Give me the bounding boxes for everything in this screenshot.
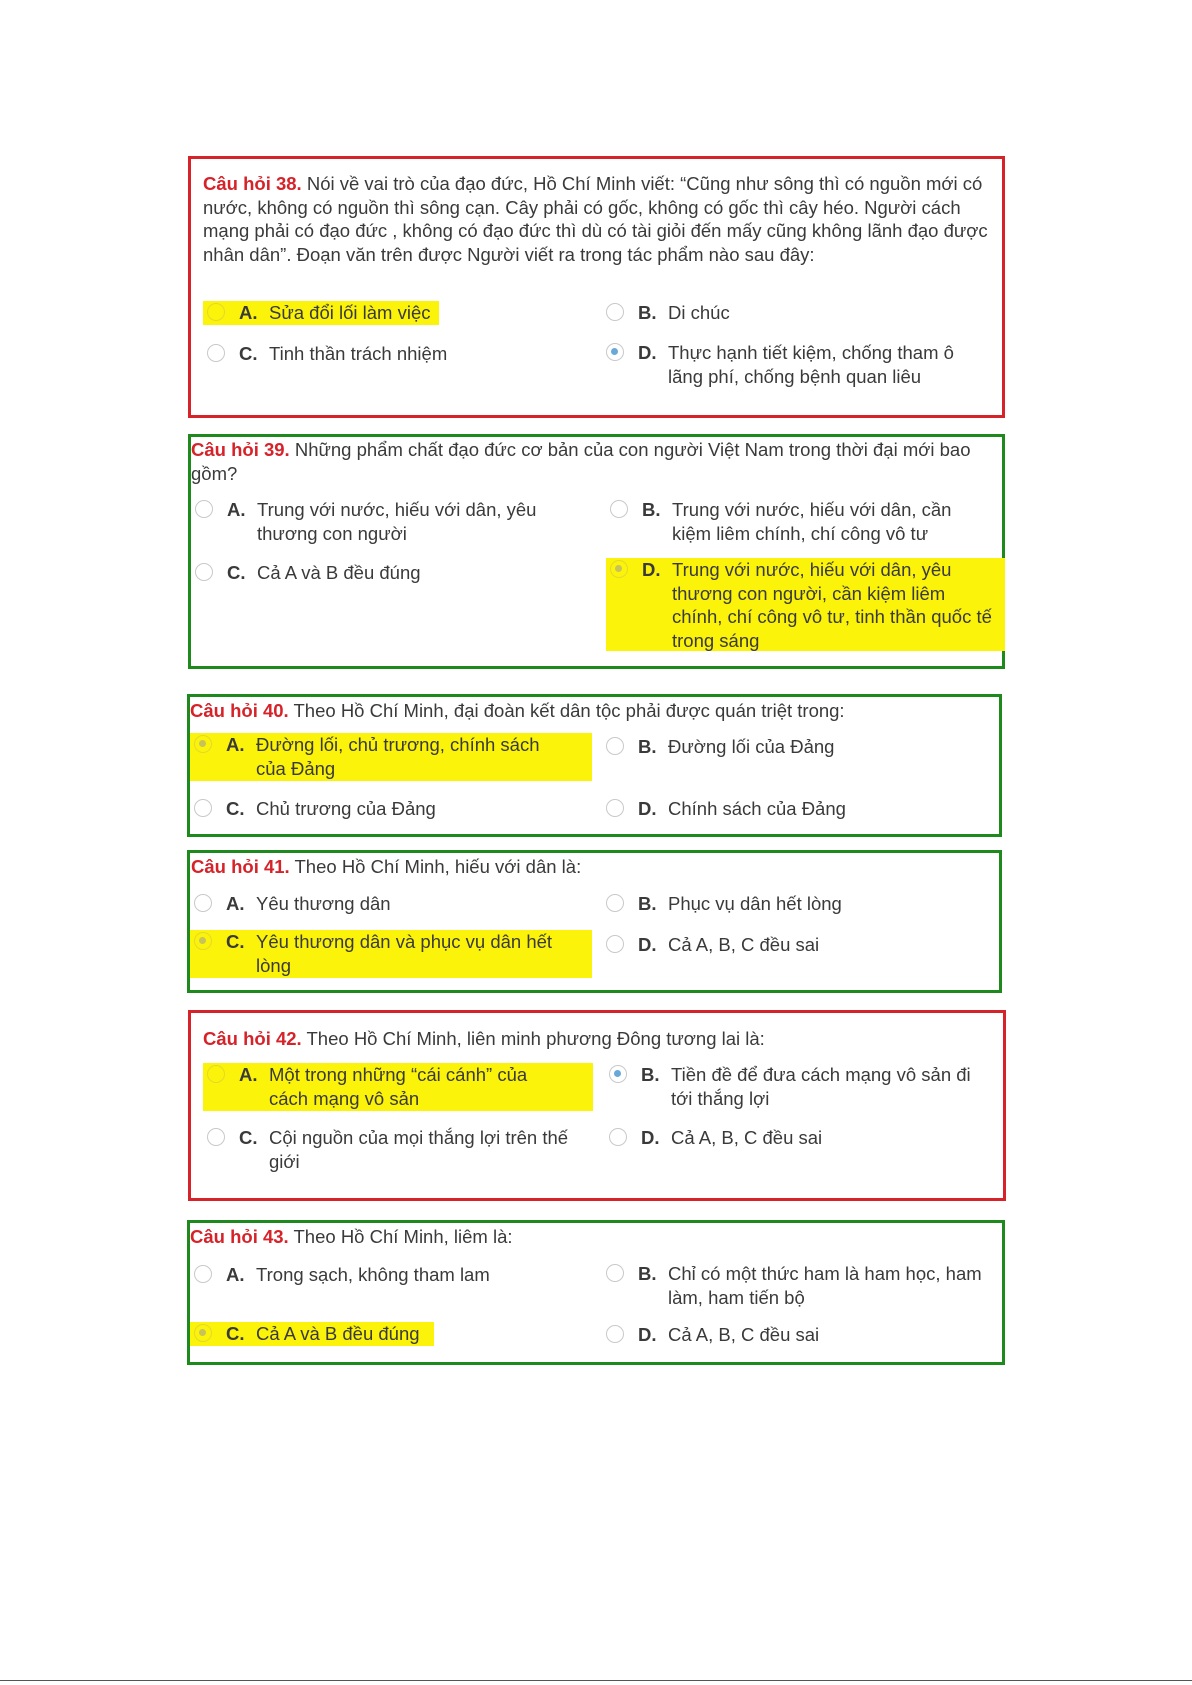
radio-selected-icon[interactable]	[610, 560, 628, 578]
option-b[interactable]	[602, 1262, 1002, 1310]
option-text: Trung với nước, hiếu với dân, cần kiệm liêm chính, chí công vô tư	[672, 499, 952, 544]
option-d[interactable]	[605, 1126, 995, 1150]
question-text: Theo Hồ Chí Minh, liên minh phương Đông tương lai là:	[301, 1028, 765, 1049]
option-text: Phục vụ dân hết lòng	[668, 893, 842, 914]
radio-icon[interactable]	[609, 1128, 627, 1146]
question-text: Theo Hồ Chí Minh, hiếu với dân là:	[289, 856, 582, 877]
option-letter: A.	[226, 734, 245, 755]
option-a[interactable]	[203, 1063, 593, 1111]
radio-icon[interactable]	[194, 1265, 212, 1283]
option-text: Chính sách của Đảng	[668, 798, 846, 819]
option-d[interactable]	[602, 1323, 992, 1347]
radio-selected-icon[interactable]	[194, 735, 212, 753]
option-letter: B.	[638, 893, 657, 914]
option-letter: D.	[641, 1127, 660, 1148]
radio-icon[interactable]	[207, 303, 225, 321]
option-text: Trung với nước, hiếu với dân, yêu thương con người	[257, 499, 537, 544]
option-letter: B.	[638, 302, 657, 323]
question-38-card	[188, 156, 1005, 418]
option-letter: D.	[638, 342, 657, 363]
radio-icon[interactable]	[606, 303, 624, 321]
question-text: Những phẩm chất đạo đức cơ bản của con người Việt Nam trong thời đại mới bao gồm?	[191, 439, 971, 484]
option-a[interactable]	[203, 301, 439, 325]
option-letter: A.	[226, 1264, 245, 1285]
question-42-text-block	[203, 1027, 993, 1051]
question-label: Câu hỏi 43.	[190, 1226, 289, 1247]
radio-icon[interactable]	[606, 1325, 624, 1343]
question-39-card	[188, 434, 1005, 669]
option-letter: B.	[638, 736, 657, 757]
radio-icon[interactable]	[606, 935, 624, 953]
question-39-text-block	[191, 438, 991, 485]
question-text: Theo Hồ Chí Minh, liêm là:	[288, 1226, 513, 1247]
option-c[interactable]	[190, 797, 580, 821]
question-43-text-block	[190, 1225, 990, 1249]
option-letter: D.	[638, 1324, 657, 1345]
option-text: Chủ trương của Đảng	[256, 798, 436, 819]
option-d[interactable]	[602, 797, 992, 821]
option-letter: C.	[226, 798, 245, 819]
option-b[interactable]	[602, 301, 992, 325]
option-letter: D.	[638, 798, 657, 819]
option-text: Cội nguồn của mọi thắng lợi trên thế giới	[269, 1127, 569, 1172]
option-c[interactable]	[191, 561, 571, 585]
option-letter: B.	[638, 1263, 657, 1284]
option-text: Thực hạnh tiết kiệm, chống tham ô lãng phí, chống bệnh quan liêu	[668, 342, 954, 387]
radio-icon[interactable]	[606, 894, 624, 912]
option-text: Cả A và B đều đúng	[256, 1323, 420, 1344]
radio-icon[interactable]	[606, 737, 624, 755]
option-letter: C.	[239, 1127, 258, 1148]
option-letter: A.	[226, 893, 245, 914]
option-text: Chỉ có một thức ham là ham học, ham làm, ham tiến bộ	[668, 1263, 982, 1308]
question-41-card	[187, 850, 1002, 993]
option-text: Yêu thương dân	[256, 893, 391, 914]
question-42-card	[188, 1010, 1006, 1201]
option-text: Cả A, B, C đều sai	[668, 1324, 820, 1345]
option-text: Tinh thần trách nhiệm	[269, 343, 448, 364]
option-d[interactable]	[606, 558, 1005, 651]
option-letter: D.	[642, 559, 661, 580]
radio-icon[interactable]	[207, 344, 225, 362]
radio-selected-icon[interactable]	[194, 932, 212, 950]
option-text: Sửa đổi lối làm việc	[269, 302, 431, 323]
option-text: Di chúc	[668, 302, 730, 323]
question-38-text-block	[203, 172, 993, 266]
option-d[interactable]	[602, 933, 992, 957]
option-text: Yêu thương dân và phục vụ dân hết lòng	[256, 931, 553, 976]
radio-icon[interactable]	[194, 894, 212, 912]
option-text: Đường lối, chủ trương, chính sách của Đảng	[256, 734, 540, 779]
option-text: Cả A, B, C đều sai	[668, 934, 820, 955]
option-letter: A.	[239, 302, 258, 323]
option-b[interactable]	[606, 498, 996, 546]
option-c[interactable]	[190, 1322, 434, 1346]
option-text: Tiền đề để đưa cách mạng vô sản đi tới thắng lợi	[671, 1064, 971, 1109]
radio-icon[interactable]	[195, 500, 213, 518]
option-d[interactable]	[602, 341, 992, 389]
option-letter: D.	[638, 934, 657, 955]
option-b[interactable]	[605, 1063, 995, 1111]
radio-icon[interactable]	[194, 799, 212, 817]
option-text: Một trong những “cái cánh” của cách mạng vô sản	[269, 1064, 528, 1109]
option-text: Đường lối của Đảng	[668, 736, 835, 757]
question-label: Câu hỏi 42.	[203, 1028, 302, 1049]
question-43-card	[187, 1220, 1005, 1365]
option-letter: C.	[226, 931, 245, 952]
option-b[interactable]	[602, 892, 992, 916]
radio-icon[interactable]	[207, 1128, 225, 1146]
radio-selected-icon[interactable]	[194, 1324, 212, 1342]
question-40-card	[187, 694, 1002, 837]
page-bottom-divider	[0, 1680, 1192, 1681]
radio-icon[interactable]	[610, 500, 628, 518]
option-text: Cả A và B đều đúng	[257, 562, 421, 583]
radio-icon[interactable]	[606, 1264, 624, 1282]
question-41-text-block	[191, 855, 991, 879]
option-letter: C.	[226, 1323, 245, 1344]
option-a[interactable]	[190, 892, 580, 916]
question-label: Câu hỏi 41.	[191, 856, 290, 877]
option-letter: A.	[239, 1064, 258, 1085]
option-text: Trung với nước, hiếu với dân, yêu thương con người, cần kiệm liêm chính, chí công vô tư, tinh thần quốc tế trong sáng	[672, 559, 992, 651]
radio-icon[interactable]	[195, 563, 213, 581]
option-letter: C.	[227, 562, 246, 583]
option-letter: C.	[239, 343, 258, 364]
option-text: Trong sạch, không tham lam	[256, 1264, 490, 1285]
radio-icon[interactable]	[207, 1065, 225, 1083]
option-b[interactable]	[602, 735, 992, 759]
question-label: Câu hỏi 39.	[191, 439, 290, 460]
option-a[interactable]	[190, 1263, 580, 1287]
radio-icon[interactable]	[606, 799, 624, 817]
question-text: Nói về vai trò của đạo đức, Hồ Chí Minh viết: “Cũng như sông thì có nguồn mới có nước, không có nguồn thì sông cạn. Cây phải có gốc, không có gốc thì cây héo. Người cách mạng phải có đạo đức , không có đạo đức thì dù có tài giỏi đến mấy cũng không lãnh đạo được nhân dân”. Đoạn văn trên được Người viết ra trong tác phẩm nào sau đây:	[203, 173, 988, 265]
option-a[interactable]	[190, 733, 592, 781]
question-label: Câu hỏi 40.	[190, 700, 289, 721]
option-text: Cả A, B, C đều sai	[671, 1127, 823, 1148]
question-40-text-block	[190, 699, 990, 723]
option-c[interactable]	[203, 342, 593, 366]
question-text: Theo Hồ Chí Minh, đại đoàn kết dân tộc phải được quán triệt trong:	[288, 700, 845, 721]
option-letter: A.	[227, 499, 246, 520]
option-c[interactable]	[190, 930, 592, 978]
radio-selected-icon[interactable]	[609, 1065, 627, 1083]
question-label: Câu hỏi 38.	[203, 173, 302, 194]
option-letter: B.	[641, 1064, 660, 1085]
option-a[interactable]	[191, 498, 571, 546]
option-c[interactable]	[203, 1126, 593, 1174]
option-letter: B.	[642, 499, 661, 520]
radio-selected-icon[interactable]	[606, 343, 624, 361]
